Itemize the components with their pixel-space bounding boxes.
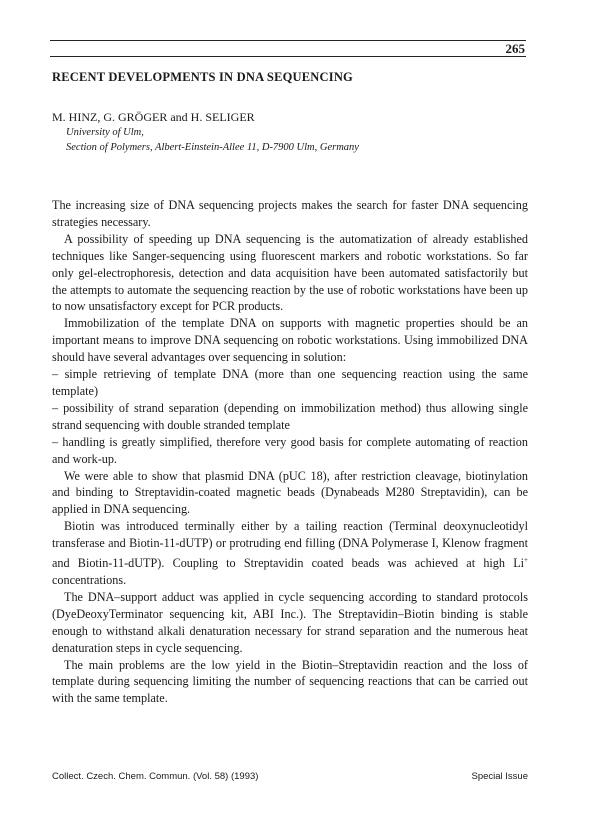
body-paragraph-2: A possibility of speeding up DNA sequencing is the automatization of already established techniques like Sanger-sequencing using fluorescent markers and robotic workstations. So far only gel-electrophoresis, detection and data acquisition have been automated satisfactorily but the attempts to automate the sequencing reaction by the use of robotic workstations have been up to now unsatisfactory except for PCR products. [52,231,528,314]
body-paragraph-3: Immobilization of the template DNA on supports with magnetic properties should be an important means to improve DNA sequencing on robotic workstations. Using immobilized DNA should have several advantages over sequencing in solution: [52,316,528,365]
affiliation-address: Section of Polymers, Albert-Einstein-Allee 11, D-7900 Ulm, Germany [66,142,359,153]
article-title: RECENT DEVELOPMENTS IN DNA SEQUENCING [52,70,353,84]
body-paragraph-1: The increasing size of DNA sequencing projects makes the search for faster DNA sequencing strategies necessary. [52,198,528,229]
list-item-3: – handling is greatly simplified, therefore very good basis for complete automating of reaction and work-up. [52,434,528,466]
body-paragraph-7: The main problems are the low yield in the Biotin–Streptavidin reaction and the loss of template during sequencing limiting the number of sequencing reactions that can be carried out with the same template. [52,657,528,706]
footer-issue: Special Issue [471,771,528,782]
p5-text-before: Biotin was introduced terminally either by a tailing reaction (Terminal deoxynucleotidyl transferase and Biotin-11-dUTP) or protruding end filling (DNA Polymerase I, Klenow fragment and Biotin-11-dUTP). Coupling to Streptavidin coated beads was achieved at high Li [52,519,528,571]
page-number: 265 [505,41,525,56]
header-rule-bottom [50,56,526,57]
header-rule-top [50,40,526,41]
article-authors: M. HINZ, G. GRÖGER and H. SELIGER [52,110,255,124]
p5-text-after: concentrations. [52,573,127,587]
article-body [52,197,528,707]
list-item-1: – simple retrieving of template DNA (more than one sequencing reaction using the same template) [52,367,528,398]
body-paragraph-6: The DNA–support adduct was applied in cycle sequencing according to standard protocols (DyeDeoxyTerminator sequencing kit, ABI Inc.). The Streptavidin–Biotin binding is stable enough to withstand alkali denaturation necessary for strand separation and the numerous heat denaturation steps in cycle sequencing. [52,589,528,655]
body-paragraph-4: We were able to show that plasmid DNA (pUC 18), after restriction cleavage, biotinylation and binding to Streptavidin-coated magnetic beads (Dynabeads M280 Streptavidin), can be applied in DNA sequencing. [52,468,528,517]
p5-superscript: + [524,556,528,565]
footer-journal: Collect. Czech. Chem. Commun. (Vol. 58) (1993) [52,771,259,782]
list-item-2: – possibility of strand separation (depending on immobilization method) thus allowing single strand sequencing with double stranded template [52,400,528,432]
body-paragraph-5 [52,518,528,589]
affiliation-university: University of Ulm, [66,127,144,138]
